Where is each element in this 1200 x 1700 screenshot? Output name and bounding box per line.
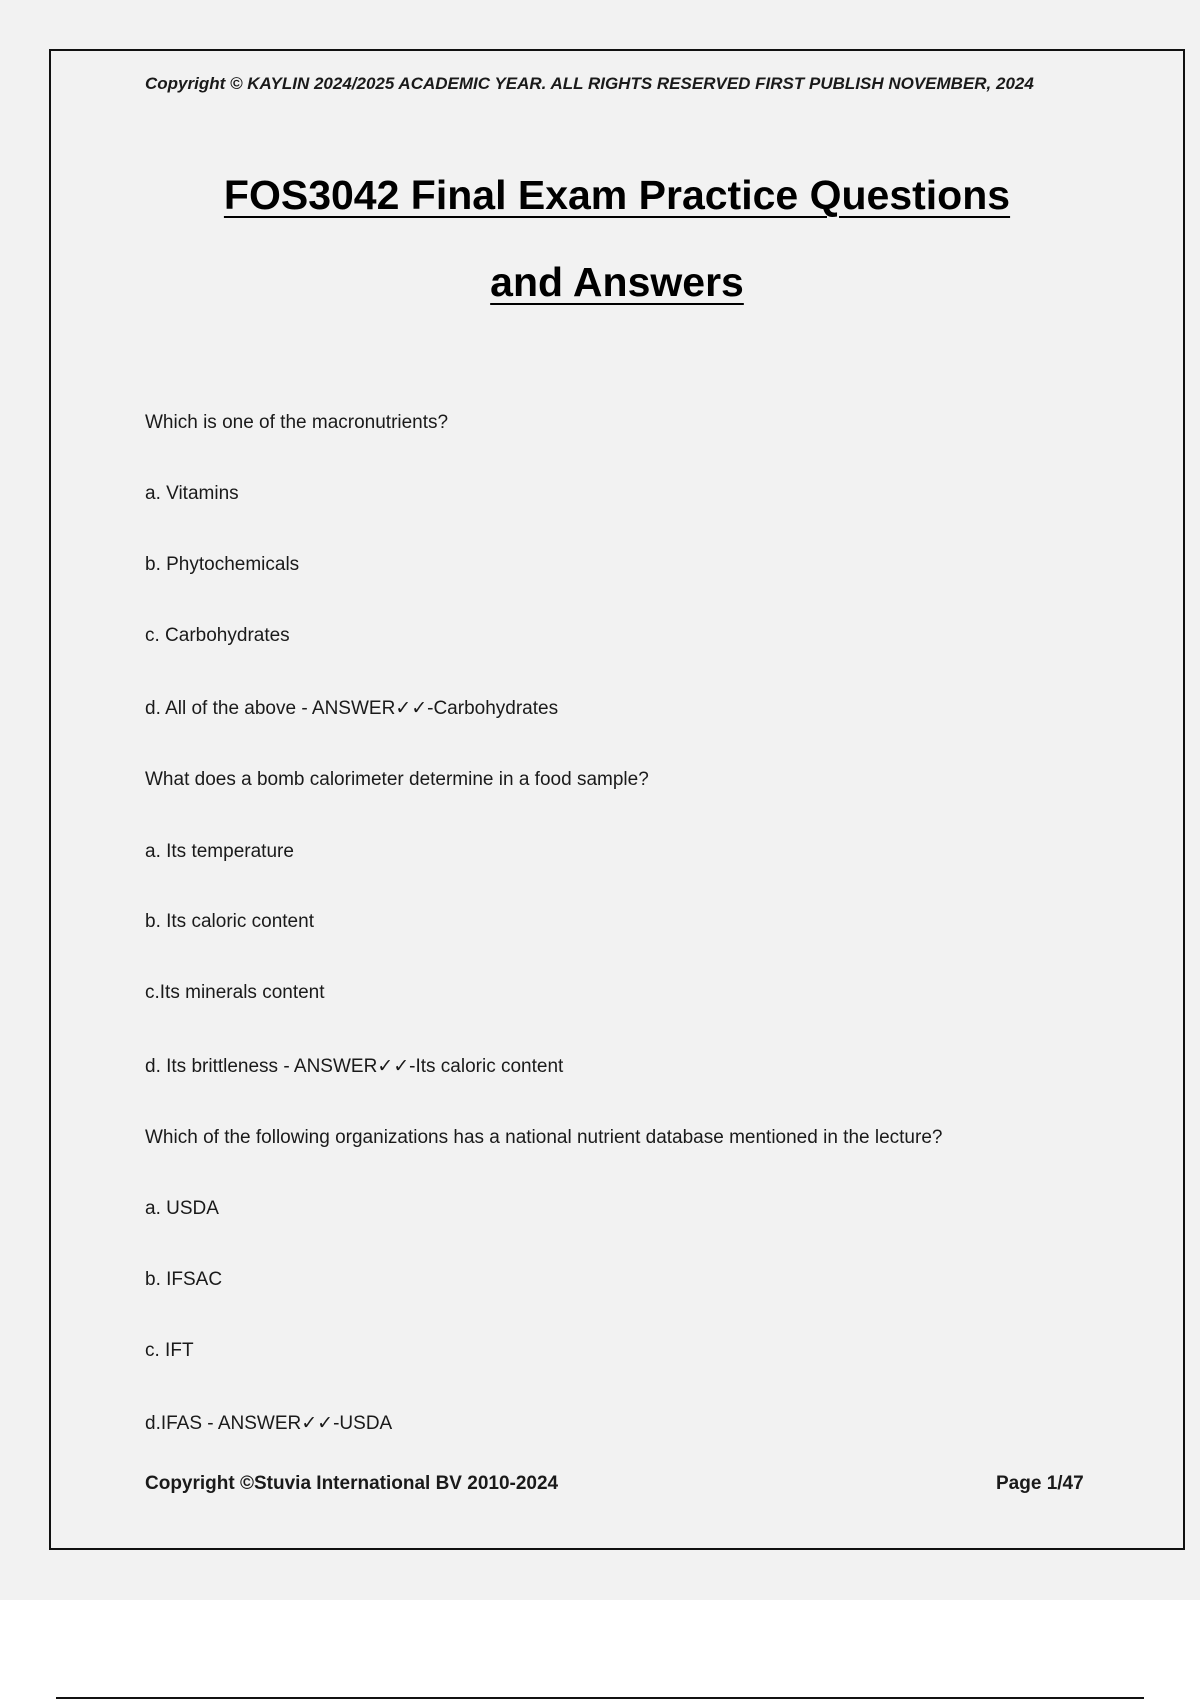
q2-option-c: c.Its minerals content — [145, 982, 325, 1003]
question-3: Which of the following organizations has a national nutrient database mentioned in the lecture? — [145, 1127, 943, 1148]
title-line-2: and Answers — [490, 259, 744, 305]
header-copyright: Copyright © KAYLIN 2024/2025 ACADEMIC YEAR. ALL RIGHTS RESERVED FIRST PUBLISH NOVEMBER, 2024 — [145, 74, 1034, 93]
q2-option-d-answer: d. Its brittleness - ANSWER✓✓-Its caloric content — [145, 1056, 564, 1077]
q3-option-d-answer: d.IFAS - ANSWER✓✓-USDA — [145, 1413, 393, 1434]
q1-option-d-answer: d. All of the above - ANSWER✓✓-Carbohydrates — [145, 698, 559, 719]
title-line-1: FOS3042 Final Exam Practice Questions — [223, 172, 1011, 218]
q3-option-b: b. IFSAC — [145, 1269, 223, 1290]
next-page-rule — [56, 1697, 1144, 1699]
q3-option-c: c. IFT — [145, 1340, 194, 1361]
q1-option-a: a. Vitamins — [145, 483, 239, 504]
q1-option-c: c. Carbohydrates — [145, 625, 290, 646]
footer-copyright: Copyright ©Stuvia International BV 2010-2024 — [145, 1473, 559, 1494]
question-2: What does a bomb calorimeter determine in a food sample? — [145, 769, 649, 790]
q1-option-b: b. Phytochemicals — [145, 554, 300, 575]
question-1: Which is one of the macronutrients? — [145, 412, 449, 433]
q2-option-b: b. Its caloric content — [145, 911, 314, 932]
page-number: Page 1/47 — [996, 1473, 1084, 1494]
q2-option-a: a. Its temperature — [145, 841, 294, 862]
q3-option-a: a. USDA — [145, 1198, 219, 1219]
